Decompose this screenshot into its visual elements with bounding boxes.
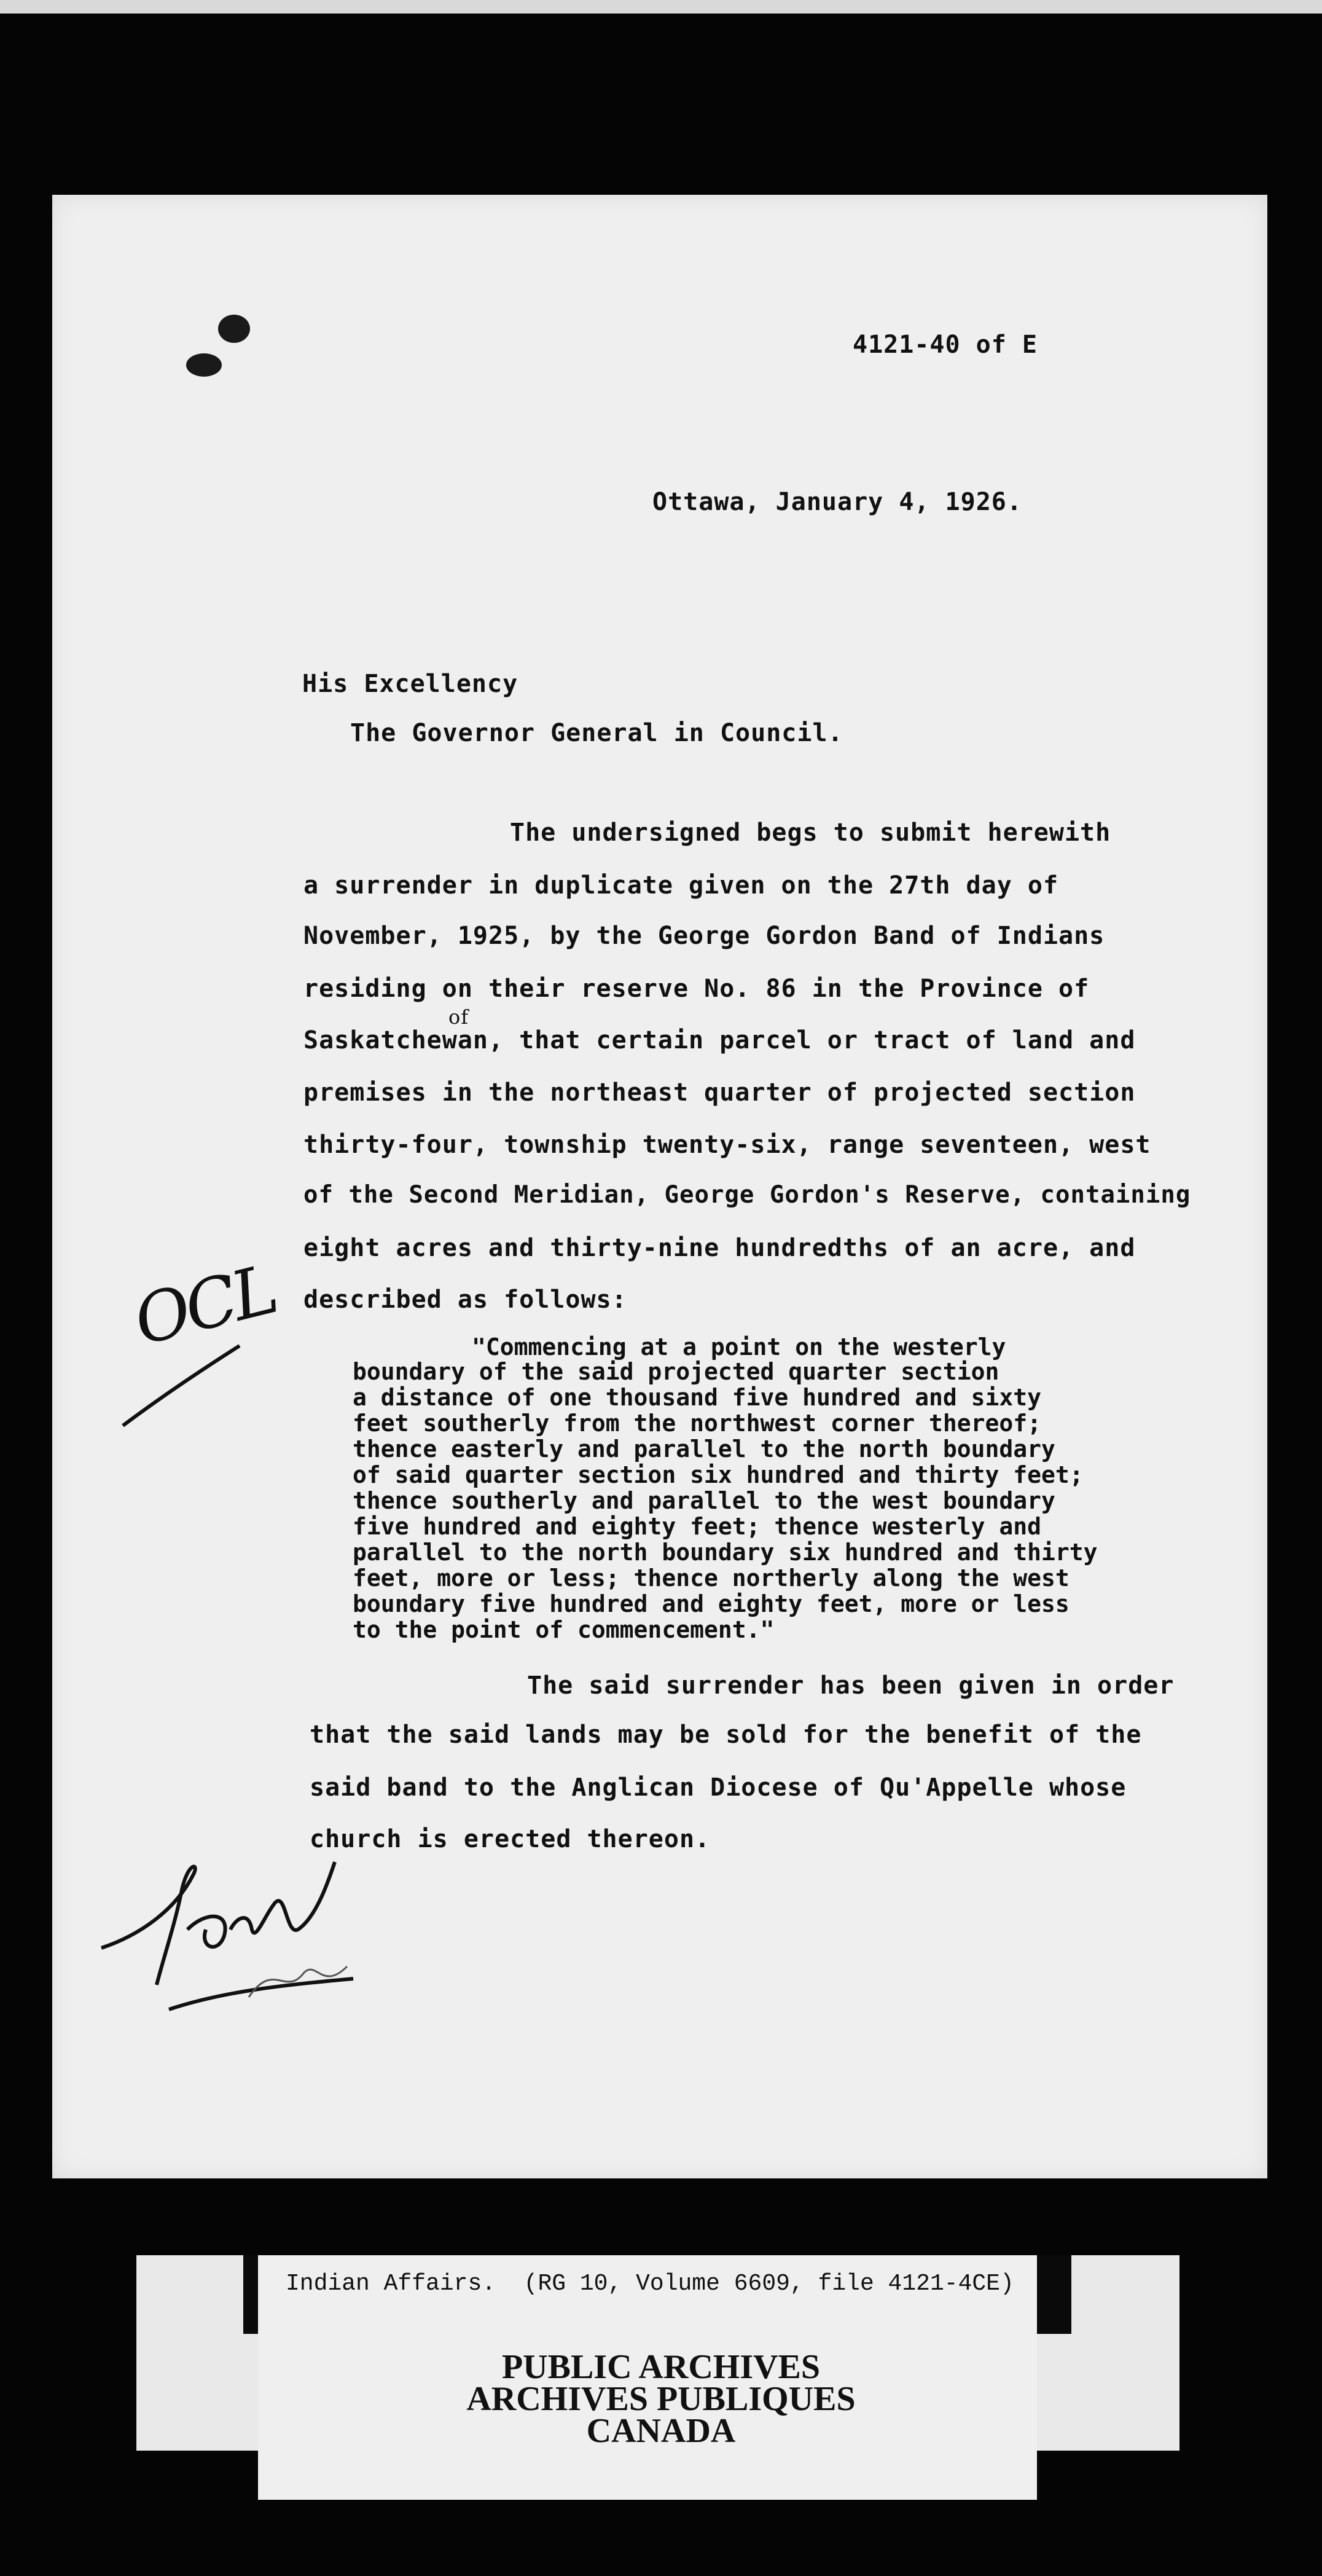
quote-line: to the point of commencement." — [353, 1616, 775, 1643]
body-line: thirty-four, township twenty-six, range seventeen, west — [303, 1131, 1151, 1159]
body-line: described as follows: — [303, 1286, 627, 1314]
archive-reference: Indian Affairs. (RG 10, Volume 6609, file 4121-4CE) — [286, 2271, 1014, 2297]
closing-line: The said surrender has been given in order — [527, 1671, 1175, 1700]
archive-heading-line1: PUBLIC ARCHIVES — [501, 2348, 821, 2386]
file-reference: 4121-40 of E — [853, 331, 1038, 359]
archive-heading-line2: ARCHIVES PUBLIQUES — [466, 2380, 856, 2418]
quote-line: boundary of the said projected quarter section — [353, 1358, 999, 1385]
quote-line: five hundred and eighty feet; thence westerly and — [353, 1513, 1042, 1540]
scan-top-edge — [0, 0, 1322, 14]
punch-hole-mark — [218, 315, 250, 343]
closing-line: church is erected thereon. — [310, 1825, 711, 1853]
salutation-line-1: His Excellency — [302, 670, 518, 698]
salutation-line-2: The Governor General in Council. — [350, 719, 843, 747]
quote-line: of said quarter section six hundred and thirty feet; — [353, 1461, 1084, 1488]
punch-hole-mark — [186, 353, 222, 377]
quote-line: thence easterly and parallel to the north boundary — [353, 1435, 1055, 1463]
body-line: eight acres and thirty-nine hundredths of an acre, and — [303, 1234, 1136, 1262]
quote-line: a distance of one thousand five hundred and sixty — [353, 1384, 1042, 1411]
quote-line: feet southerly from the northwest corner thereof; — [353, 1410, 1042, 1437]
margin-initials-underline — [117, 1333, 264, 1432]
body-line: a surrender in duplicate given on the 27th day of — [303, 871, 1059, 900]
label-tab-left — [243, 2255, 258, 2334]
quote-line: parallel to the north boundary six hundred and thirty — [353, 1539, 1098, 1566]
signature-handwritten — [89, 1837, 372, 2022]
margin-initials-handwritten: OCL — [126, 1250, 283, 1361]
body-line: residing on their reserve No. 86 in the Province of — [303, 975, 1090, 1003]
body-line: premises in the northeast quarter of projected section — [303, 1078, 1136, 1107]
body-line: The undersigned begs to submit herewith — [510, 819, 1111, 847]
closing-line: said band to the Anglican Diocese of Qu'Appelle whose — [310, 1773, 1127, 1802]
archive-heading-line3: CANADA — [586, 2412, 736, 2450]
body-line: of the Second Meridian, George Gordon's Reserve, containing — [303, 1181, 1191, 1209]
quote-line: feet, more or less; thence northerly along the west — [353, 1565, 1070, 1592]
label-tab-right — [1037, 2255, 1071, 2334]
quote-line: "Commencing at a point on the westerly — [472, 1333, 1006, 1361]
body-line: November, 1925, by the George Gordon Band of Indians — [303, 922, 1105, 950]
quote-line: thence southerly and parallel to the west boundary — [353, 1487, 1055, 1514]
body-line: Saskatchewan, that certain parcel or tract of land and — [303, 1026, 1136, 1054]
closing-line: that the said lands may be sold for the benefit of the — [310, 1721, 1142, 1749]
quote-line: boundary five hundred and eighty feet, more or less — [353, 1590, 1070, 1617]
date-line: Ottawa, January 4, 1926. — [652, 488, 1022, 516]
handwritten-insertion: of — [448, 1005, 469, 1029]
